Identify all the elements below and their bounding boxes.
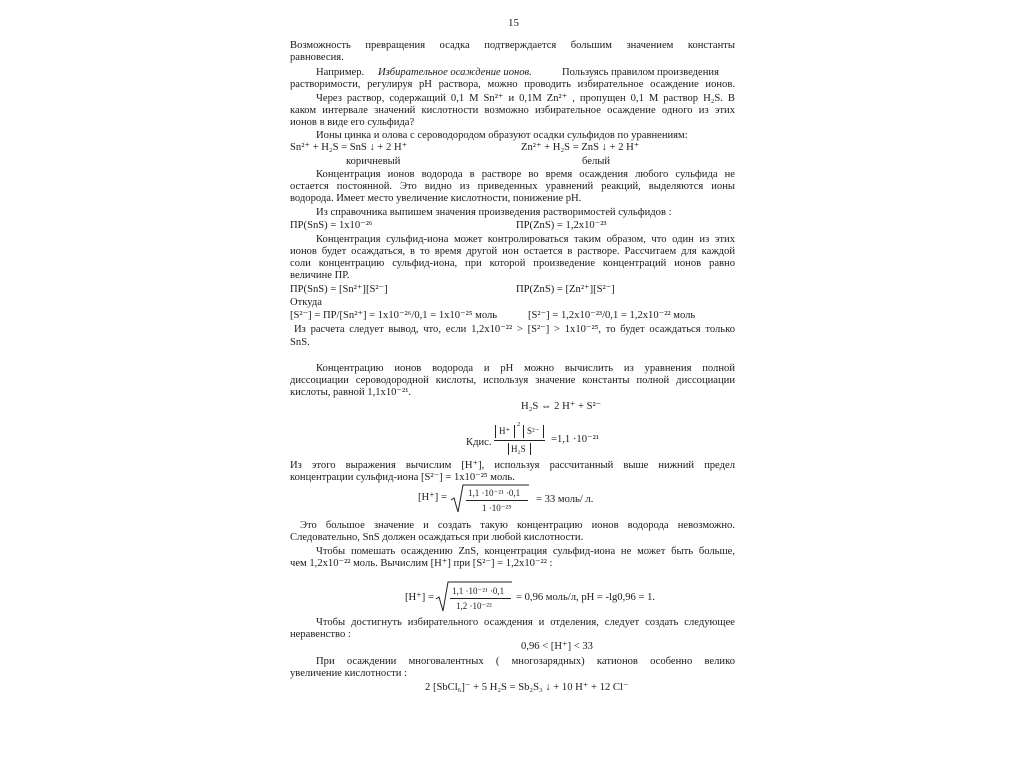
text-line: ионов будет осаждаться, в то время другой ион остается в растворе. Рассчитаем для каждой	[290, 246, 735, 257]
text-line: Из этого выражения вычислим [H⁺], используя рассчитанный выше нижний предел	[290, 460, 735, 471]
fraction-bar	[450, 598, 511, 599]
text-line: ионов в виде его сульфида?	[290, 117, 415, 128]
fraction-bar	[466, 500, 528, 501]
text-line: SnS.	[290, 337, 310, 348]
pr-sns: ПР(SnS) = 1x10⁻²⁶	[290, 220, 373, 231]
text-line: Из справочника выпишем значения произведения растворимостей сульфидов :	[316, 207, 672, 218]
pr-zns-expr: ПР(ZnS) = [Zn²⁺][S²⁻]	[516, 284, 615, 295]
bracket-line	[543, 425, 544, 438]
text-line: Концентрация ионов водорода в растворе во время осаждения любого сульфида не	[316, 169, 735, 180]
s-conc-zn: [S²⁻] = 1,2x10⁻²³/0,1 = 1,2x10⁻²² моль	[528, 310, 696, 321]
k-value: =1,1 ·10⁻²¹	[551, 434, 599, 445]
text-line: Например.	[316, 67, 365, 78]
text-line: Следовательно, SnS должен осаждаться при любой кислотности.	[290, 532, 584, 543]
text-line: концентрации сульфид-иона [S²⁻] = 1x10⁻²⁵ моль.	[290, 472, 515, 483]
text-line: растворимости, регулируя рН раствора, можно проводить избирательное осаждение ионов.	[290, 79, 735, 90]
text-line: Откуда	[290, 297, 322, 308]
text-line: равновесия.	[290, 52, 344, 63]
text-line: чем 1,2x10⁻²² моль. Вычислим [H⁺] при [S²⁻] = 1,2x10⁻²² :	[290, 558, 553, 569]
text-line: каком интервале значений кислотности возможно избирательное осаждение одного из этих	[290, 105, 735, 116]
h-formula-num: 1,1 ·10⁻²¹ ·0,1	[468, 488, 521, 498]
h2-formula-num: 1,1 ·10⁻²¹ ·0,1	[452, 586, 505, 596]
text-line: Концентрацию ионов водорода и рН можно вычислить из уравнения полной	[316, 363, 735, 374]
text-line: диссоциации сероводородной кислоты, используя значение константы полной диссоциации	[290, 375, 735, 386]
label-white: белый	[582, 156, 611, 167]
k-num-power: 2	[517, 421, 521, 428]
text-line: остается постоянной. Это видно из приведенных уравнений реакций, выделяются ионы	[290, 181, 735, 192]
bracket-line	[495, 425, 496, 438]
text-line-italic: Избирательное осаждение ионов.	[378, 67, 532, 78]
h-formula-lhs: [H⁺] =	[418, 492, 447, 503]
text-line: соли концентрацию сульфид-иона, при которой произведение концентраций ионов равно	[290, 258, 735, 269]
h2-formula-rhs: = 0,96 моль/л, рН = -lg0,96 = 1.	[516, 592, 656, 603]
text-line: Из расчета следует вывод, что, если 1,2x10⁻²² > [S²⁻] > 1x10⁻²⁵, то будет осаждаться только	[294, 324, 735, 335]
pr-sns-expr: ПР(SnS) = [Sn²⁺][S²⁻]	[290, 284, 388, 295]
s-conc-sn: [S²⁻] = ПР/[Sn²⁺] = 1x10⁻²⁶/0,1 = 1x10⁻²⁵ моль	[290, 310, 498, 321]
text-line: Концентрация сульфид-иона может контролироваться таким образом, что один из этих	[316, 234, 735, 245]
bracket-line	[523, 425, 524, 438]
h-formula-rhs: = 33 моль/ л.	[536, 494, 594, 505]
text-line: Возможность превращения осадка подтверждается большим значением константы	[290, 40, 735, 51]
k-den: H₂S	[511, 444, 526, 454]
h2-formula-lhs: [H⁺] =	[405, 592, 434, 603]
bracket-line	[530, 443, 531, 455]
text-line: Пользуясь правилом произведения	[562, 67, 719, 78]
dissociation-equation: H₂S ⇔ 2 H⁺ + S²⁻	[521, 401, 602, 412]
text-line: Чтобы достигнуть избирательного осаждения и отделения, следует создать следующее	[316, 617, 735, 628]
text-line: При осаждении многовалентных ( многозарядных) катионов особенно велико	[316, 656, 735, 667]
k-dis-label: Кдис.	[466, 437, 492, 448]
inequality: 0,96 < [H⁺] < 33	[521, 641, 593, 652]
sb-equation: 2 [SbCl₆]⁻ + 5 H₂S = Sb₂S₃ ↓ + 10 H⁺ + 12 Cl⁻	[425, 682, 629, 693]
page-number: 15	[508, 17, 519, 29]
text-line: Это большое значение и создать такую концентрацию ионов водорода невозможно.	[300, 520, 735, 531]
k-num-h: H⁺	[499, 426, 511, 436]
text-line: кислоты, равной 1,1x10⁻²¹.	[290, 387, 412, 398]
text-line: Через раствор, содержащий 0,1 М Sn²⁺ и 0,1М Zn²⁺ , пропущен 0,1 М раствор H₂S. В	[316, 93, 735, 104]
k-num-s: S²⁻	[527, 426, 540, 436]
label-brown: коричневый	[346, 156, 401, 167]
text-line: водорода. Имеет место увеличение кислотности, понижение рН.	[290, 193, 582, 204]
equation-sn: Sn²⁺ + H₂S = SnS ↓ + 2 H⁺	[290, 142, 408, 153]
h2-formula-den: 1,2 ·10⁻²²	[456, 601, 492, 611]
text-line: Ионы цинка и олова с сероводородом образуют осадки сульфидов по уравнениям:	[316, 130, 688, 141]
bracket-line	[514, 425, 515, 438]
h-formula-den: 1 ·10⁻²⁵	[482, 503, 512, 513]
text-line: величине ПР.	[290, 270, 350, 281]
equation-zn: Zn²⁺ + H₂S = ZnS ↓ + 2 H⁺	[521, 142, 640, 153]
pr-zns: ПР(ZnS) = 1,2x10⁻²³	[516, 220, 607, 231]
fraction-bar	[494, 440, 545, 441]
bracket-line	[508, 443, 509, 455]
text-line: увеличение кислотности :	[290, 668, 408, 679]
text-line: Чтобы помешать осаждению ZnS, концентрация сульфид-иона не может быть больше,	[316, 546, 735, 557]
text-line: неравенство :	[290, 629, 351, 640]
